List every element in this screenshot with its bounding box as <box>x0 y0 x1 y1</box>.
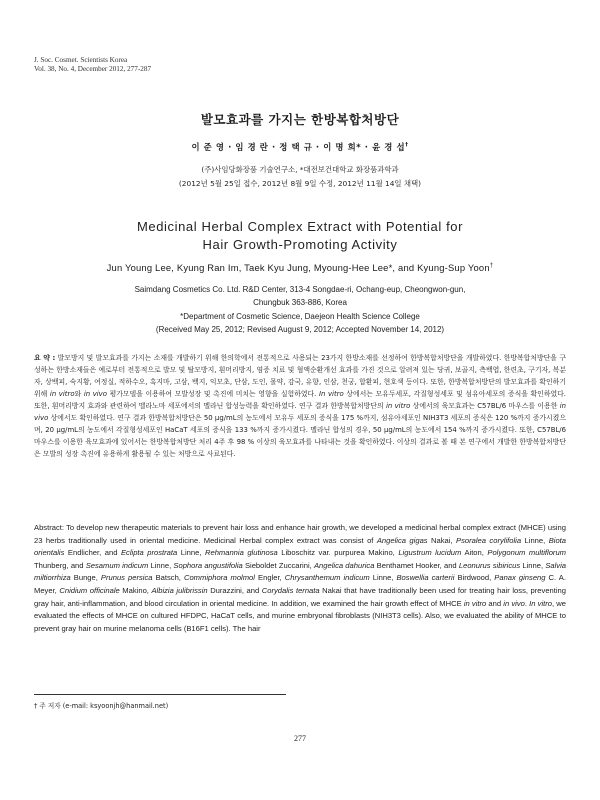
abstract-text: , we evaluated the effects of MHCE on cultured HFDPC, HaCaT cells, and murine embryonal fibroblasts (NIH3T3 cells). Also, we evaluated the ability of MHCE to prevent gray hair on murine melanoma cells (B16F1 cells). The hair <box>34 598 567 633</box>
english-author-names: Jun Young Lee, Kyung Ran Im, Taek Kyu Jung, Myoung-Hee Lee*, and Kyung-Sup Yoon <box>106 262 490 273</box>
abstract-italic: Ligustrum lucidum <box>398 548 462 558</box>
abstract-italic: in vivo <box>83 390 107 398</box>
abstract-text: Nakai that have traditionally been used for treating hair loss, preventing gray hair, anti-inflammation, and blood circulation in oriental medicine. In addition, we examined the hair growth effect of MHCE <box>34 585 567 608</box>
abstract-text: Sieboldet Zuccarini, <box>242 560 314 570</box>
abstract-text: Benthamet Hooker, and <box>374 560 459 570</box>
abstract-italic: Biota orientalis <box>34 535 566 558</box>
english-authors <box>0 262 600 273</box>
abstract-text: To develop new therapeutic materials to prevent hair loss and enhance hair growth, we developed a medicinal herbal complex extract (MHCE) using 23 herbs traditionally used in oriental medicine. Medicinal Herbal complex extract was consist of <box>34 523 566 545</box>
page-number: 277 <box>294 734 306 743</box>
abstract-italic: Psoralea corylifolia <box>456 535 522 545</box>
abstract-text: Endlicher, and <box>64 548 121 558</box>
korean-dates: (2012년 5월 25일 접수, 2012년 8월 9일 수정, 2012년 11월 14일 채택) <box>178 179 422 188</box>
abstract-italic: Angelica gigas <box>376 535 428 545</box>
abstract-text: Engler, <box>254 573 285 583</box>
abstract-text: Makino, <box>119 585 152 595</box>
abstract-text: Thunberg, and <box>34 560 86 570</box>
abstract-text: Linne, <box>520 560 546 570</box>
korean-authors <box>0 141 600 153</box>
abstract-text: Aiton, <box>461 548 488 558</box>
abstract-italic: In vitro <box>318 390 344 398</box>
abstract-text: and <box>486 598 504 608</box>
abstract-italic: in vitro <box>49 390 75 398</box>
abstract-italic: Commiphora molmol <box>183 573 255 583</box>
journal-volume: Vol. 38, No. 4, December 2012, 277-287 <box>34 65 152 73</box>
abstract-text: 상에서의 육모효과는 C57BL/6 마우스를 이용한 <box>410 402 560 410</box>
abstract-text: Nakai, <box>427 535 457 545</box>
abstract-italic: Sesamum indicum <box>85 560 149 570</box>
korean-affiliation: (주)사임당화장품 기술연구소, *대전보건대학교 화장품과학과 <box>201 165 399 174</box>
abstract-italic: in vitro <box>385 402 411 410</box>
english-affiliation-line2: Chungbuk 363-886, Korea <box>253 298 347 308</box>
abstract-text: 와 <box>74 390 84 398</box>
footnote-divider <box>34 694 286 695</box>
abstract-text: Batsch, <box>152 573 184 583</box>
abstract-text: Linne, <box>521 535 549 545</box>
english-title <box>0 218 600 254</box>
abstract-text: Birdwood, <box>454 573 495 583</box>
english-affiliation-line3: *Department of Cosmetic Science, Daejeon Health Science College <box>180 311 420 321</box>
english-title-line2: Hair Growth-Promoting Activity <box>202 237 398 252</box>
abstract-text: 발모방지 및 발모효과를 가지는 소재를 개발하기 위해 한의학에서 전통적으로 사용되는 23가지 한방소재를 선정하여 한방복합처방단을 개발하였다. 한방복합처방단을 구성하는 한방소재들은 예로부터 전통적으로 발모 및 탈모방지, 흰머리방지, 염증 치료 및 혈액순환개선 효과를 가진 것으로 알려져 있는 당귀, 보골지, 측백엽, 한련초, 구기자, 복분자, 상백피, 숙지황, 여정실, 적하수오, 흑지마, 고삼, 백지, 익모초, 단삼, 도인, 몰약, 감국, 유향, 인삼, 천궁, 합환피, 현호색 등이다. 또한, 한방복합처방단의 발모효과를 확인하기 위해 <box>34 354 566 398</box>
korean-corresponding-mark: † <box>405 142 409 149</box>
abstract-text: 상에서도 확인하였다. 연구 결과 한방복합처방단은 50 μg/mL의 농도에서 모유두 세포의 증식을 175 %까지, 섬유아세포인 NIH3T3 세포의 증식은 120 %까지 증가시켰으며, 20 μg/mL의 농도에서 각질형성세포인 HaCaT 세포의 증식을 133 %까지 증가시켰다. 멜라닌 합성의 경우, 50 μg/mL의 농도에서 154 %까지 증가시켰다. 또한, C57BL/6 마우스를 이용한 육모효과에 있어서는 한방복합처방단 처리 4주 후 98 % 이상의 육모효과를 나타내는 것을 확인하였다. 이상의 결과로 볼 때 본 연구에서 개발한 한방복합처방단은 모발의 성장 촉진에 유용하게 활용될 수 있는 처방으로 사료된다. <box>34 414 566 458</box>
journal-name: J. Soc. Cosmet. Scientists Korea <box>34 56 128 64</box>
english-abstract <box>34 522 566 635</box>
abstract-text: 상에서는 모유두세포, 각질형성세포 및 섬유아세포의 증식을 확인하였다. 또한, 흰머리방지 효과와 관련하여 멜라노마 세포에서의 멜라닌 합성능력을 확인하였다. 연구 결과 한방복합처방단의 <box>34 390 566 410</box>
abstract-italic: Leonurus sibiricus <box>458 560 521 570</box>
english-title-line1: Medicinal Herbal Complex Extract with Potential for <box>136 219 464 234</box>
abstract-italic: Polygonum multiflorum <box>487 548 567 558</box>
abstract-text: Linne, <box>177 548 205 558</box>
abstract-italic: Prunus persica <box>100 573 153 583</box>
abstract-italic: Rehmannia glutinosa <box>204 548 278 558</box>
english-dates: (Received May 25, 2012; Revised August 9, 2012; Accepted November 14, 2012) <box>155 325 445 335</box>
abstract-italic: Sophora angustifolia <box>173 560 243 570</box>
abstract-text: 평가모델을 이용하여 모발성장 및 촉진에 미치는 영향을 실험하였다. <box>106 390 319 398</box>
abstract-italic: In vitro <box>529 598 553 608</box>
abstract-italic: in vivo <box>34 402 567 422</box>
abstract-text: . <box>524 598 530 608</box>
abstract-text: Bunge, <box>70 573 101 583</box>
abstract-italic: Albizia julibrissin <box>151 585 208 595</box>
abstract-italic: Corydalis ternata <box>261 585 320 595</box>
english-affiliation-block <box>0 283 600 337</box>
abstract-italic: Cnidium officinale <box>59 585 120 595</box>
abstract-italic: in vitro <box>463 598 487 608</box>
abstract-italic: Panax ginseng <box>494 573 546 583</box>
abstract-italic: Angelica dahurica <box>313 560 375 570</box>
korean-title: 발모효과를 가지는 한방복합처방단 <box>200 112 400 127</box>
english-affiliation-line1: Saimdang Cosmetics Co. Ltd. R&D Center, 313-4 Songdae-ri, Ochang-eup, Cheongwon-gun, <box>134 285 466 294</box>
corresponding-author-footnote: † 주 저자 (e-mail: ksyoonjh@hanmail.net) <box>34 702 169 710</box>
abstract-text: Liboschitz var. purpurea Makino, <box>277 548 399 558</box>
korean-abstract-heading: 요 약 : <box>34 354 56 362</box>
abstract-text: C. A. Meyer, <box>34 573 566 595</box>
english-corresponding-mark: † <box>489 261 494 269</box>
abstract-italic: Chrysanthemum indicum <box>284 573 370 583</box>
abstract-italic: Eclipta prostrata <box>120 548 178 558</box>
abstract-text: Linne, <box>369 573 397 583</box>
abstract-italic: Boswellia carterii <box>396 573 455 583</box>
korean-author-names: 이 준 영 · 임 경 란 · 정 택 규 · 이 명 희* · 윤 경 섭 <box>191 142 406 152</box>
abstract-italic: in vivo <box>503 598 525 608</box>
abstract-text: Linne, <box>148 560 174 570</box>
abstract-text: Durazzini, and <box>207 585 262 595</box>
korean-abstract <box>34 352 566 460</box>
journal-header <box>34 56 151 74</box>
abstract-italic: Salvia miltiorrhiza <box>34 560 566 583</box>
korean-affiliation-block <box>0 163 600 191</box>
english-abstract-heading: Abstract: <box>34 523 64 532</box>
